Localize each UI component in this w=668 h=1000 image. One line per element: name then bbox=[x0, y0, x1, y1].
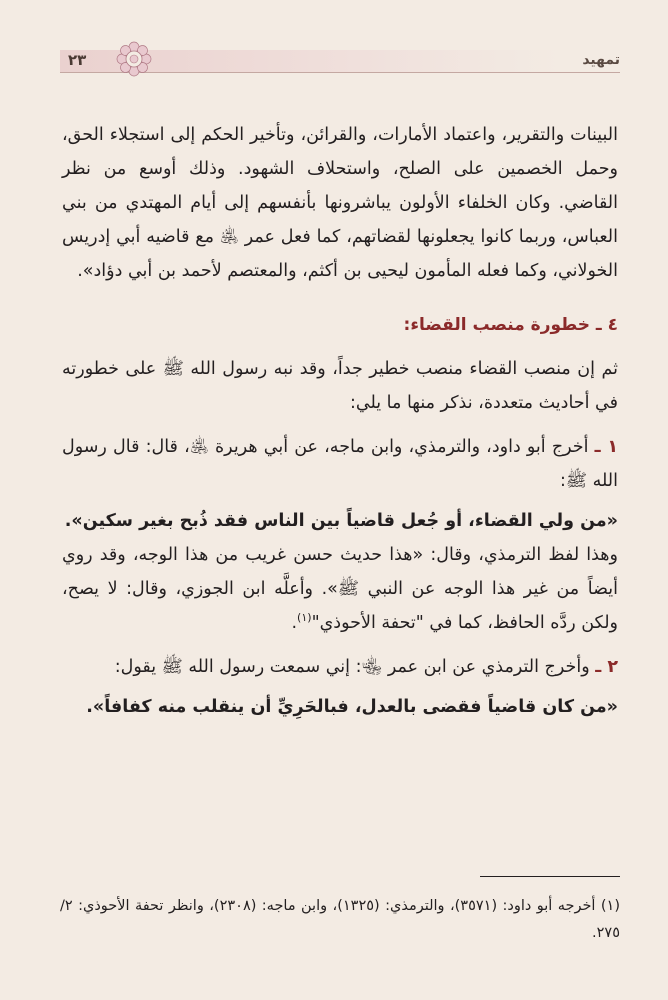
item-number: ٢ ـ bbox=[595, 657, 618, 677]
paragraph-intro: ثم إن منصب القضاء منصب خطير جداً، وقد نبه رسول الله ﷺ على خطورته في أحاديث متعددة، نذكر منها ما يلي: bbox=[62, 359, 618, 413]
paragraph-commentary: وهذا لفظ الترمذي، وقال: «هذا حديث حسن غريب من هذا الوجه، وقد روي أيضاً من غير هذا الوجه عن النبي ﷺ». وأعلَّه ابن الجوزي، وقال: لا يصح، ولكن ردَّه الحافظ، كما في "تحفة الأحوذي"$^{(١)}$. bbox=[62, 545, 618, 633]
rosette-ornament-icon bbox=[116, 41, 152, 77]
list-item-2 bbox=[62, 650, 618, 684]
commentary-text: وهذا لفظ الترمذي، وقال: «هذا حديث حسن غريب من هذا الوجه، وقد روي أيضاً من غير هذا الوجه عن النبي ﷺ». وأعلَّه ابن الجوزي، وقال: لا يصح، ولكن ردَّه الحافظ، كما في "تحفة الأحوذي" bbox=[62, 545, 618, 633]
page-number: ٢٣ bbox=[68, 51, 87, 69]
item-number: ١ ـ bbox=[594, 437, 618, 457]
footnote-separator bbox=[480, 876, 620, 877]
main-text bbox=[62, 118, 618, 724]
item-text: وأخرج الترمذي عن ابن عمر ﵄: إني سمعت رسول الله ﷺ يقول: bbox=[114, 657, 590, 677]
list-item-1 bbox=[62, 430, 618, 498]
page-header bbox=[60, 38, 620, 84]
hadith-quote-1: «من ولي القضاء، أو جُعل قاضياً بين الناس فقد ذُبح بغير سكين». bbox=[64, 511, 618, 531]
item-text: أخرج أبو داود، والترمذي، وابن ماجه، عن أبي هريرة ﵁، قال: قال رسول الله ﷺ: bbox=[62, 437, 618, 491]
footnotes bbox=[60, 893, 620, 947]
footnote-1: (١) أخرجه أبو داود: (٣٥٧١)، والترمذي: (١٣٢٥)، وابن ماجه: (٢٣٠٨)، وانظر تحفة الأحوذي: ٢/ ٢٧٥. bbox=[60, 898, 620, 941]
chapter-title: تمهيد bbox=[582, 52, 620, 68]
section-heading: ٤ ـ خطورة منصب القضاء: bbox=[403, 315, 618, 335]
footnote-ref[interactable]: (١) bbox=[297, 611, 312, 625]
paragraph-continued: البينات والتقرير، واعتماد الأمارات، والقرائن، وتأخير الحكم إلى استجلاء الحق، وحمل الخصمين على الصلح، واستحلاف الشهود. وذلك أوسع من نظر القاضي. وكان الخلفاء الأولون يباشرونها بأنفسهم إلى أيام المهتدي من بني العباس، وربما كانوا يجعلونها لقضاتهم، كما فعل عمر ﵁ مع قاضيه أبي إدريس الخولاني، وكما فعله المأمون ليحيى بن أكثم، والمعتصم لأحمد بن أبي دؤاد». bbox=[62, 125, 618, 281]
hadith-quote-2: «من كان قاضياً فقضى بالعدل، فبالحَرِيِّ أن ينقلب منه كفافاً». bbox=[86, 697, 618, 717]
